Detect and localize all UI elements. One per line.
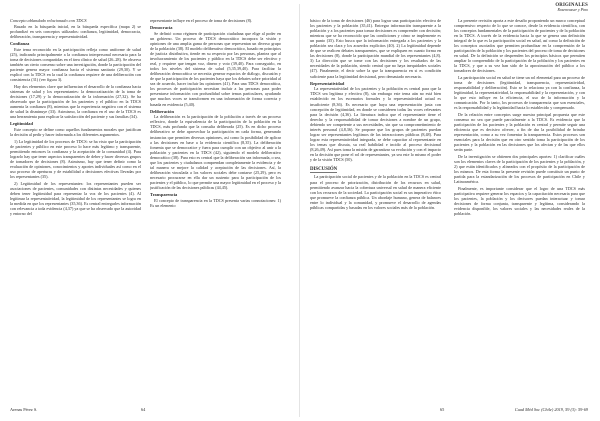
intro-paragraph: Basado en la búsqueda inicial, en la búsqueda específica (mapa 2) se profundizó en seis conceptos utilizados: confianza, legitimidad, democracia, deliberación, transparencia y representatividad. <box>10 24 141 40</box>
paragraph: 2) Legitimidad de los representantes: los representantes pueden ser asociaciones de pacientes, comunidades con distintas necesidades y quienes deben tener legitimidad para representar la voz de los pacientes (4). Al legitimar la representatividad, la legitimidad de los representantes se logra en la medida en que los representantes (35,36). Es central entregarles información con relevancia a toda evidencia (4,37) ya que se ha observado que la autoridad y entorno del <box>10 180 141 217</box>
paragraph: De la relación entre conceptos surge nuestra principal propuesta que este consenso no sea que puede parcialmente a la TDCS. Es evidencia que la participación de los pacientes y la población es central y permite seguir una eficiencia que es decisivo ofrecer, a fin de dar la posibilidad de brindar representación, como a su vez fomentar la transparencia. Estos procesos son esenciales para la decisión que en otro sentido toma la participación de los pacientes y la población en las decisiones que los afectan y de las que ellos serán parte. <box>454 112 585 153</box>
paragraph: La participación social de pacientes y de la población en la TDCS es central para el proceso de priorización, distribución de los recursos en salud, permitiendo avanzar hacia la cobertura universal en salud de manera eficiente con los recursos de la sociedad. La participación social es un imperativo ético que promueve la confianza pública. Un abordaje humano, genera de balances entre lo individual y la comunidad, y promueve el desarrollo de agendas públicas compartidas y basadas en los valores sociales más de la población. <box>310 174 441 210</box>
heading-representatividad: Representatividad <box>310 80 345 86</box>
footer-authors: Arenas Pérez S. <box>10 407 38 412</box>
right-page <box>300 0 600 421</box>
paragraph: Este tema reconocido en la participación refleja como uniforme de salud (25), indicando principalmente a la confianza interpersonal necesaria para la toma de decisiones compartidas en el área clínico de salud (26–28). Se observa también un cierto consenso sobre una investigación, donde la participación del paciente genera mayor confianza hacia el sistema sanitario (29,30). Y se explicó con la TDCS en la cual la confianza requiere de una deliberación con consistencia (31) (ver figura 3). <box>10 47 141 83</box>
paragraph: representante influye en el proceso de toma de decisiones (8). <box>150 18 253 23</box>
paragraph: De la investigación se obtienen dos principales aportes: 1) clarificar cuáles son los elementos claves de la participación de los pacientes y la población, y 2) que están identificados y alineados con el propósito de la participación de los mismos. De esta forma la presente revisión puede constituir un punto de partida para la estandarización de los procesos de participación en Chile y Latinoamérica. <box>454 154 585 185</box>
heading-democracia: Democracia <box>150 25 173 31</box>
paragraph: Este concepto se define como aquellos fundamentos morales que justifican la decisión al pedir y hacer informada a los diferentes argumentos. <box>10 127 141 138</box>
heading-confianza: Confianza <box>10 41 30 47</box>
paragraph: El concepto de transparencia en la TDCS presenta varias connotaciones: 1) Es un elemento <box>150 197 281 208</box>
running-authors: Rosenvasser y Pino <box>557 8 588 12</box>
running-header <box>555 3 588 12</box>
heading-discusion: DISCUSIÓN <box>310 166 338 172</box>
section-label: ORIGINALES <box>555 3 588 8</box>
right-column-1 <box>310 18 441 398</box>
paragraph: 1) La legitimidad de los procesos de TDCS: se ha visto que la participación de pacientes y público en este proceso lo hace más legítimo y transparente, permitiendo entonces la confianza y la aceptación de la comunidad (4). Para lograrlo hay que tener aspectos transparentes de deber y hacer diversos grupos de tomadores de decisiones (8). Asimismo, hay que tener definir como la evaluación de opiniones, conocimientos y aportes individuales así como en el uso proceso de aperturas y de estabilidad a decisiones efectivas llevadas por los representantes (35). <box>10 138 141 180</box>
heading-legitimidad: Legitimidad <box>10 121 33 127</box>
heading-transparencia: Transparencia <box>150 192 178 198</box>
left-column-1 <box>10 18 141 398</box>
page-number-left: 64 <box>141 407 146 412</box>
paragraph: La participación social en salud se tiene un rol elemental para un proceso de toma de decisiones (legitimidad, transparencia, representatividad, responsabilidad y deliberación). Esto se lo relaciona ya con la confianza, la legitimidad, la representatividad, la responsabilidad y la representación, y con lo que esto influye en la eficiencia, el uso de la información y la comunicación. Por lo tanto, los procesos de transparencia que son esenciales, es la responsabilidad y la legitimidad hacia lo establecido y compensado. <box>454 75 585 111</box>
paragraph: básico de la toma de decisiones (46) para lograr una participación efectiva de los pacientes y la población (35,41). Entregar información transparente a la población y a los pacientes para tomar decisiones es comprender con decisión; mientras que se ha reconocido que las condiciones y cómo se implemente es un punto (35). Esto busca que la información entregada a los pacientes y la población sea clara y los acuerdos explícitos (40). 2) La legitimidad depende de que se realicen debates transparentes, que se expliquen en cuanto forma en las decisiones (8), donde la participación mundial de los representantes (4,8). 3) La dirección que se tome con las decisiones y los resultados de las necesidades de la población, siendo central que no haya inequidades sociales (47). Finalmente, el decir sobre la que la transparencia en si es condición suficiente para la legitimidad decisional, pero demasiado necesaria. <box>310 18 441 79</box>
left-column-2 <box>150 18 281 398</box>
paragraph: Se definió como régimen de participación ciudadana que elige al poder en un gobierno. Un proceso de TDCS democrático incorpora la visión y opiniones de una amplia gama de personas que representan un diverso grupo de la población (38). El modelo deliberativo democrático, basado en principios de justicia distributiva, tiende en su respecto por las personas, plantea que al involucramiento de los pacientes y público en la TDCS debe ser efectivo y real, y requiere que tengan voz, dinero y voto (39,40). Para conseguirlo, en todos los niveles del sistema de salud (5,35,39,40). Para facilitar la deliberación democrática se necesita generar espacios de diálogo, discusión y de que la participación de los pacientes haya que los debates sobre prioridad al sea de acuerdo, hacer incluir las opiniones (41). Para una TDCS democrática, los procesos de participación necesitan incluir a las personas para poder presentarse información con profundidad sobre temas particulares, ayudando que muchos voces se transformen en una información de forma correcta y basada en evidencia (5,40). <box>150 30 281 107</box>
paragraph: Hay dos elementos clave que influencian el desarrollo de la confianza hacia sistemas de salud y los representantes: la democratización de la toma de decisiones (17,29) y la democratización de la información (27,32). Se ha observado que la participación de los pacientes y el público en la TDCS aumenta la confianza (8), mientras que la experiencia negativa con el sistema de salud la disminuye (33). Asimismo, la confianza en el uso de la TDCS es una herramienta para explicar la satisfacción del paciente y sus familias (34). <box>10 84 141 120</box>
page-number-right: 65 <box>440 407 445 412</box>
footer-journal: Cuad Méd Soc (Chile) 2019, 59 (3): 59-69 <box>514 407 588 412</box>
heading-deliberacion: Deliberación <box>150 108 174 114</box>
paragraph: La presente revisión aporta a este desafío proponiendo un marco conceptual comprensivo respecto de lo que se conoce, desde la evidencia científica, con los conceptos fundamentales de la participación de pacientes y de la población en la TDCS. A través de la evidencia hacia la que se genera una definición integral de lo que es la participación social en salud, así como la definición de los conceptos asociados que permiten profundizar en la comprensión de la participación de la población y los pacientes del proceso de toma de decisiones en salud. De la definición se desprenden los principios básicos que permiten ampliar lo comprendido de la participación de la población y los pacientes en la TDCS, y que a su vez han sido de la aproximación del público a los tomadores de decisiones. <box>454 18 585 74</box>
concept-subhead: Concepto ablandado relacionado con TDCS <box>10 18 87 23</box>
right-column-2 <box>454 18 585 398</box>
paragraph: La representatividad de los pacientes y la población es central para que la TDCS sea legítima y efectiva (8), sin embargo este tema aún no está bien establecido en los escenarios formales y la representatividad actual es insuficiente (8,36). Es necesario que haya una representación justa con concepción de legitimidad, en donde se consideren todas las voces relevantes para la decisión (4,36). La literatura indica que el representante tiene el derecho y la responsabilidad de tomar decisiones a nombre de un grupo, debiendo ser competente a sus necesidades, sin que su comprometimiento de interés personal (4,8,36). Se propone que los grupos de pacientes puedan lograr ser representantes legítimos de las interacciones públicas (8,48). Para lograr esta representatividad integrada, se debe capacitar al representante en los temas que discuta, su real habilidad e incidir al proceso decisional (8,26,49). Así pues toma la misión de garantizar su evolución y con el impacto en la decisión que pone el rol de representantes, ya sea este lo mismo el poder y de la visión TDCS (50). <box>310 86 441 163</box>
paragraph: La deliberación es la participación de la población a través de un proceso reflexivo, donde la equivalencia de la participación de la población en la TDCS, más profunda que la consulta deliberada (25). Es en dicho proceso deliberativo se debe aprovechar la participación en cada forma, generando instancias que permiten diversas opiniones, así como la posibilidad de aplicar a las decisiones en base a la evidencia científica (8,35). La deliberación fomenta que se democratice y fuera para cumplir con un objetivo al unir a la población y pacientes en la TDCS (42), siguiendo el modelo deliberativo democrático (38). Para esto es central que la deliberación sea informada, o sea, que los pacientes y ciudadanos comprendan completamente la evidencia y de tal manera se mejore la calidad y aceptación de las decisiones. Así, la deliberación vinculada a los valores sociales debe contarse (25,29), pero es necesario procurarse en ella dar un sustento para la participación de los pacientes y el público, lo que permite una mayor legitimidad en el proceso y la justificación de las decisiones públicas (44,45). <box>150 114 281 190</box>
paragraph: Finalmente, es importante considerar que el logro de una TDCS más participativa requiere generar los espacios y la capacitación necesaria para que los pacientes, la población y los decisores puedan interactuar y tomar decisiones de forma conjunta, transparente y legítima, considerando la evidencia disponible, los valores sociales y las necesidades reales de la población. <box>454 185 585 217</box>
